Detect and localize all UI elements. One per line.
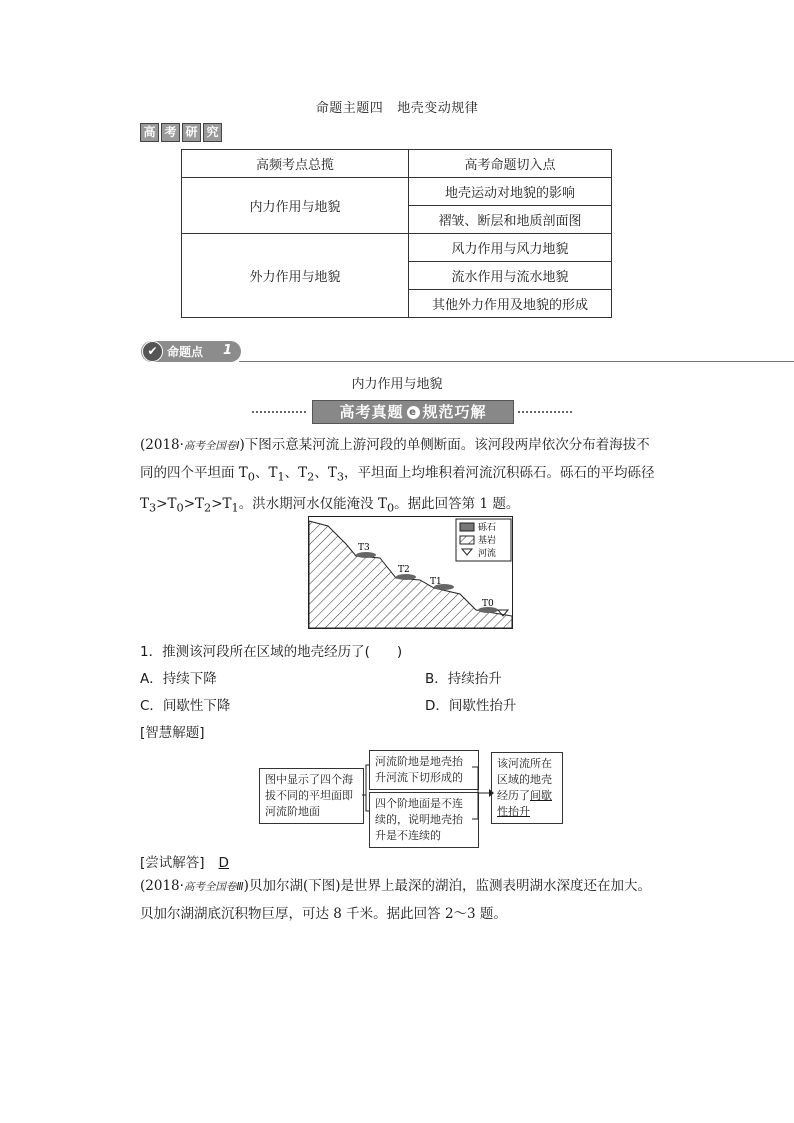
river-section-figure	[308, 516, 514, 630]
legend-river: 河流	[478, 549, 497, 559]
table-cell: 其他外力作用及地貌的形成	[409, 290, 612, 318]
gaokao-yanjiu-badge	[140, 123, 224, 142]
option-a: A．持续下降	[140, 671, 217, 687]
source-label: 高考全国卷Ⅰ	[183, 440, 240, 452]
answer-value: D	[218, 855, 229, 871]
table-topic: 内力作用与地貌	[182, 178, 409, 234]
badge-char: 研	[182, 123, 201, 142]
banner-circle: e	[407, 406, 420, 419]
proposition-tag	[141, 341, 701, 363]
badge-char: 究	[203, 123, 222, 142]
flow-arrows	[356, 755, 496, 835]
answer-line	[140, 851, 229, 871]
terrace-label-t2: T2	[398, 565, 410, 575]
intro2-paragraph: (2018·高考全国卷Ⅲ)贝加尔湖(下图)是世界上最深的湖泊，监测表明湖水深度还在加大。贝加尔湖湖底沉积物巨厚，可达 8 千米。据此回答 2～3 题。	[140, 878, 651, 922]
terrace-label-t1: T1	[430, 577, 442, 587]
title-part-b: 地壳变动规律	[397, 101, 479, 116]
option-d: D．间歇性抬升	[425, 698, 517, 714]
table-cell: 褶皱、断层和地质剖面图	[409, 206, 612, 234]
page-title	[0, 97, 794, 116]
flow-box-1: 图中显示了四个海拔不同的平坦面即河流阶地面	[259, 768, 364, 824]
tag-label: 命题点	[167, 345, 204, 359]
table-cell: 风力作用与风力地貌	[409, 234, 612, 262]
flow-conclusion: 间歇性抬升	[497, 789, 552, 818]
terrace-label-t3: T3	[358, 543, 370, 553]
banner-dash-right	[518, 411, 572, 413]
bedrock-legend-icon	[460, 536, 474, 544]
gaokao-zhenti-banner	[252, 400, 572, 424]
table-cell: 地壳运动对地貌的影响	[409, 178, 612, 206]
intro-paragraph: (2018·高考全国卷Ⅰ)下图示意某河流上游河段的单侧断面。该河段两岸依次分布着海拔不同的四个平坦面 $T_0$、$T_1$、$T_2$、$T_3$，平坦面上均堆积着河流沉积砾石。砾石的平均砾径 $T_3>T_0>T_2>T_1$。洪水期河水仅能淹没 $T_0$。据此回答第 1 题。	[140, 437, 655, 515]
flow-merge-lines	[472, 767, 489, 819]
terrace-label-t0: T0	[482, 599, 494, 609]
option-b: B．持续抬升	[425, 671, 502, 687]
tag-number: 1	[223, 343, 233, 358]
table-header: 高频考点总揽	[182, 150, 409, 178]
source-label-2: 高考全国卷Ⅲ	[183, 881, 244, 893]
arrow-right-icon	[489, 789, 494, 797]
checkmark-icon: ✔	[142, 341, 163, 362]
banner-right-text: 规范巧解	[422, 403, 487, 421]
flow-box-4: 该河流所在区域的地壳经历了间歇性抬升	[491, 752, 563, 824]
table-topic: 外力作用与地貌	[182, 234, 409, 318]
option-c: C．间歇性下降	[140, 698, 231, 714]
flow-branch-lines	[362, 765, 369, 811]
overview-table	[181, 149, 612, 318]
badge-char: 考	[161, 123, 180, 142]
flow-box-2: 河流阶地是地壳抬升河流下切形成的	[369, 750, 479, 790]
table-cell: 流水作用与流水地貌	[409, 262, 612, 290]
zhihui-label: [智慧解题]	[140, 725, 205, 741]
legend-gravel: 砾石	[478, 523, 497, 533]
banner-dash-left	[252, 411, 306, 413]
tag-rule	[239, 361, 794, 362]
table-header: 高考命题切入点	[409, 150, 612, 178]
answer-label: [尝试解答]	[140, 855, 205, 871]
title-part-a: 命题主题四	[315, 101, 384, 116]
section-title: 内力作用与地貌	[351, 377, 443, 392]
question1-stem: 1．推测该河段所在区域的地壳经历了( )	[140, 644, 403, 660]
legend-bedrock: 基岩	[478, 536, 497, 546]
flow-box-3: 四个阶地面是不连续的，说明地壳抬升是不连续的	[369, 792, 479, 848]
banner-box	[312, 400, 514, 424]
gravel-legend-icon	[460, 523, 474, 531]
banner-left-text: 高考真题	[339, 403, 404, 421]
badge-char: 高	[140, 123, 159, 142]
